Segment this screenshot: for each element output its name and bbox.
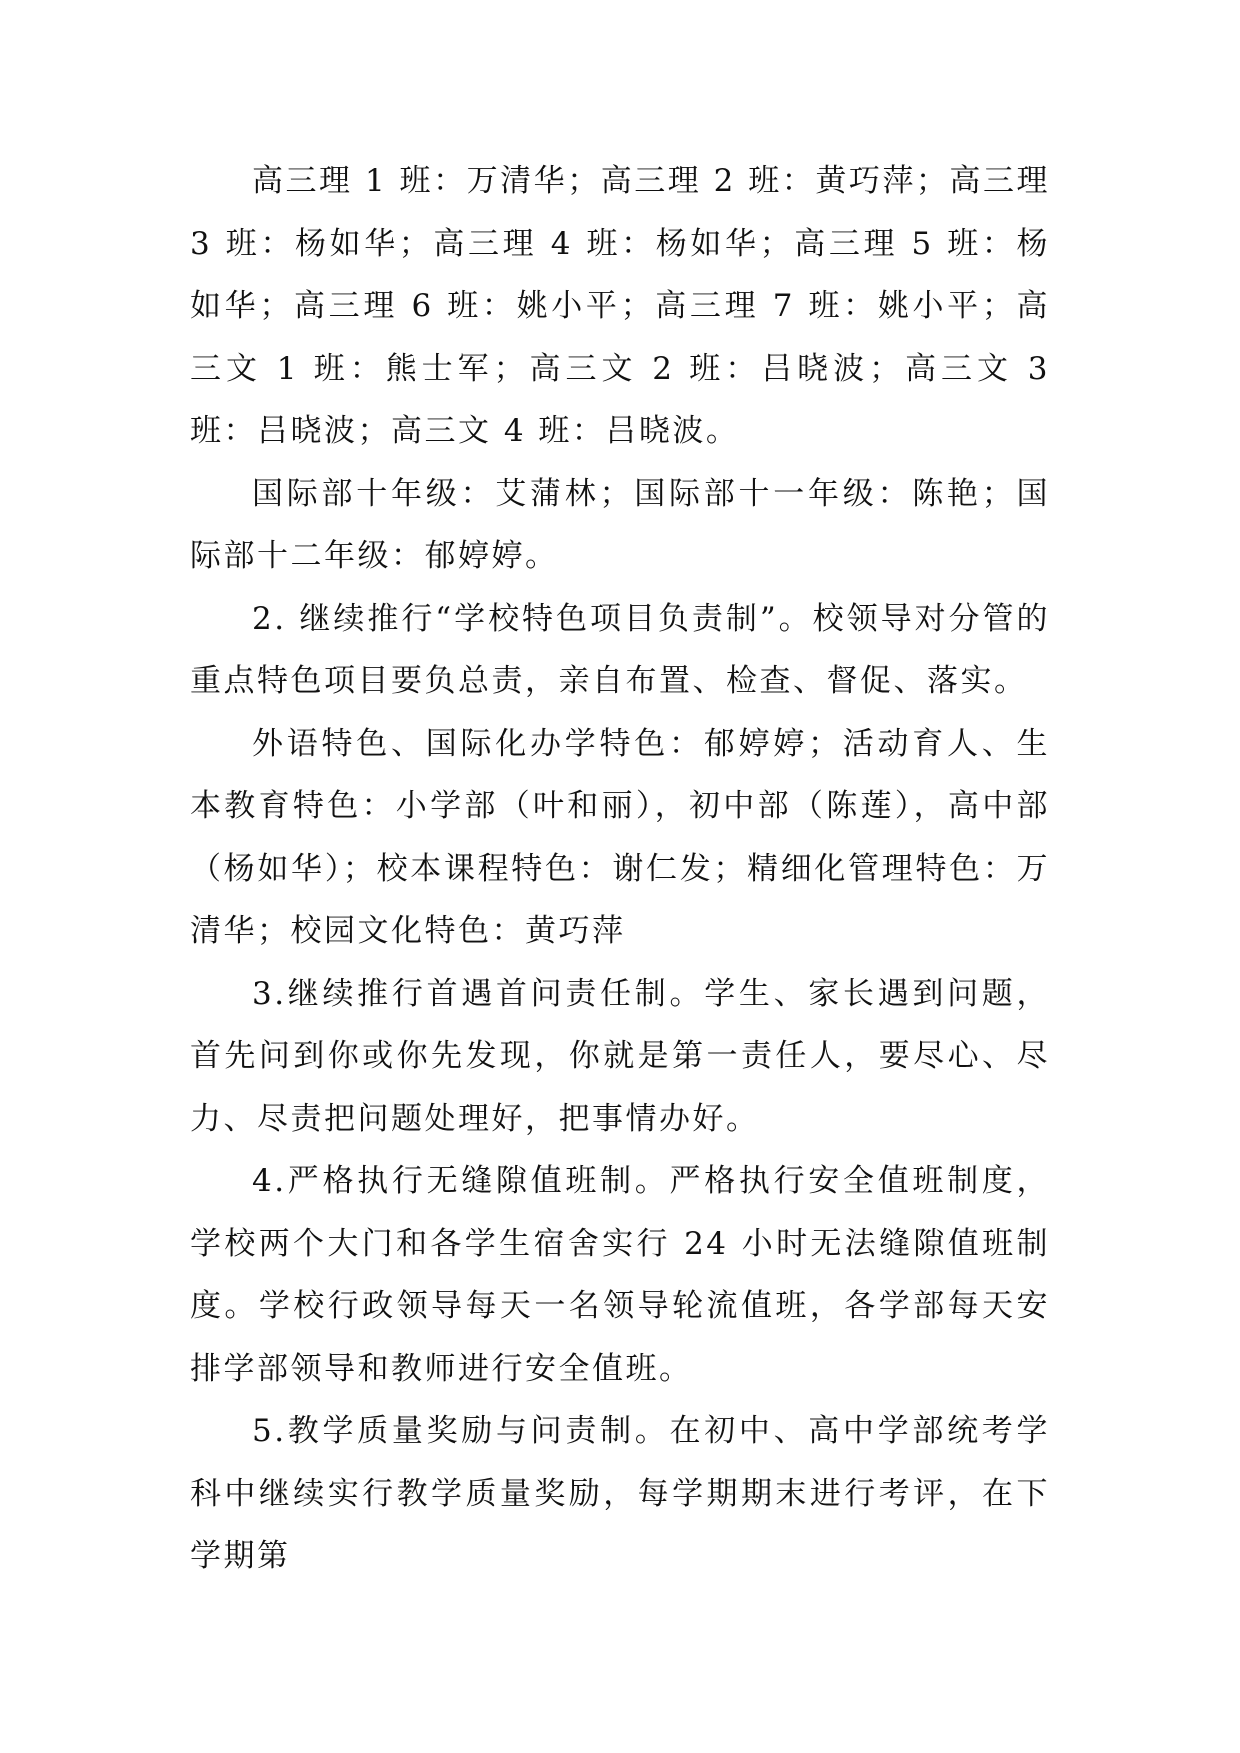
paragraph-item-5-teaching-quality: 5.教学质量奖励与问责制。在初中、高中学部统考学科中继续实行教学质量奖励，每学期期末进行考评，在下学期第: [190, 1413, 1050, 1574]
paragraph-class-assignments-senior3: 高三理 1 班：万清华；高三理 2 班：黄巧萍；高三理 3 班：杨如华；高三理 4 班：杨如华；高三理 5 班：杨如华；高三理 6 班：姚小平；高三理 7 班：姚小平；高三文 1 班：熊士军；高三文 2 班：吕晓波；高三文 3 班：吕晓波；高三文 4 班：吕晓波。: [190, 163, 1050, 449]
document-page: [190, 150, 1050, 1588]
paragraph-item-2-featured-projects: 2. 继续推行“学校特色项目负责制”。校领导对分管的重点特色项目要负总责，亲自布置、检查、督促、落实。: [190, 600, 1050, 699]
paragraph-item-4-duty-system: 4.严格执行无缝隙值班制。严格执行安全值班制度，学校两个大门和各学生宿舍实行 24 小时无法缝隙值班制度。学校行政领导每天一名领导轮流值班，各学部每天安排学部领导和教师进行安全值班。: [190, 1163, 1050, 1387]
paragraph-item-3-first-contact: 3.继续推行首遇首问责任制。学生、家长遇到问题，首先问到你或你先发现，你就是第一责任人，要尽心、尽力、尽责把问题处理好，把事情办好。: [190, 975, 1050, 1137]
paragraph-international-department: 国际部十年级：艾蒲林；国际部十一年级：陈艳；国际部十二年级：郁婷婷。: [190, 475, 1050, 574]
paragraph-featured-project-owners: 外语特色、国际化办学特色：郁婷婷；活动育人、生本教育特色：小学部（叶和丽），初中部（陈莲），高中部（杨如华）；校本课程特色：谢仁发；精细化管理特色：万清华；校园文化特色：黄巧萍: [190, 725, 1050, 949]
